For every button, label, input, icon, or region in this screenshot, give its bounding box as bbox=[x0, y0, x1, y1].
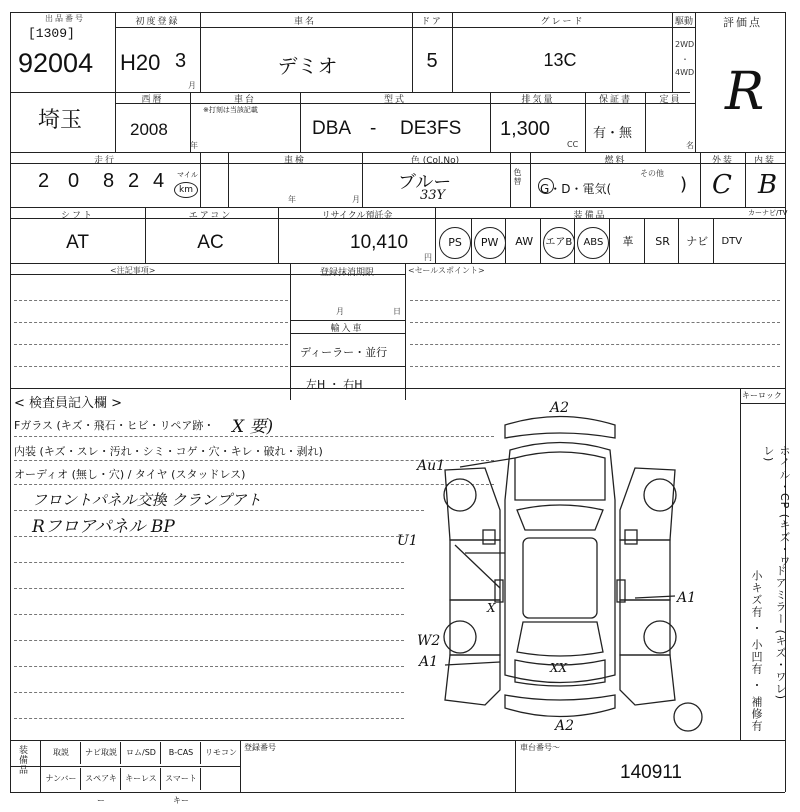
door-mirror-condition: ドアミラー (キズ・ワレ) bbox=[774, 565, 787, 701]
car-name-label: 車名 bbox=[293, 17, 316, 27]
footer-item: ロム/SD bbox=[122, 742, 161, 764]
mileage-unit-km: km bbox=[174, 182, 198, 198]
inspection-title: < 検査員記入欄 > bbox=[14, 396, 123, 411]
handwritten-note-1: フロントパネル交換 クランプアト bbox=[32, 491, 262, 509]
chassis-label: 車台 bbox=[233, 95, 256, 105]
wheel-cap-condition: ホイル・CP (キズ・ワレ) bbox=[762, 445, 791, 568]
drive-2wd: 2WD bbox=[675, 40, 695, 49]
drive-4wd: 4WD bbox=[675, 68, 695, 77]
drive-dot: ・ bbox=[681, 55, 689, 64]
score-label: 評価点 bbox=[723, 16, 762, 29]
mileage-digit: 8 bbox=[103, 170, 115, 192]
shaken-year-unit: 年 bbox=[288, 195, 296, 204]
model-prefix: DBA bbox=[312, 118, 352, 139]
region: 埼玉 bbox=[38, 107, 83, 132]
exterior-label: 外装 bbox=[711, 156, 734, 166]
chassis-number: 140911 bbox=[620, 762, 682, 783]
registration-deadline-label: 登録抹消期限 bbox=[319, 268, 374, 278]
equipment-extra-label: カーナビ/TV bbox=[748, 209, 788, 217]
interior-condition-line: 内装 (キズ・スレ・汚れ・シミ・コゲ・穴・キレ・破れ・剥れ) bbox=[14, 445, 323, 458]
first-registration-label: 初度登録 bbox=[135, 17, 180, 27]
recycle-fee: 10,410 bbox=[350, 232, 409, 253]
car-name: デミオ bbox=[277, 56, 338, 78]
doors-label: ドア bbox=[421, 17, 443, 27]
footer-equipment-label: 装備品 bbox=[17, 745, 27, 775]
mark-au1: Au1 bbox=[417, 458, 446, 474]
fuel-other: その他 bbox=[640, 169, 664, 178]
equipment-item: PW bbox=[474, 227, 506, 259]
import-label: 輸入車 bbox=[330, 324, 364, 334]
grade: 13C bbox=[543, 50, 577, 70]
audio-tire-line: オーディオ (無し・穴) / タイヤ (スタッドレス) bbox=[14, 468, 246, 481]
handle-side: 左H ・ 右H bbox=[306, 378, 363, 391]
model-dash: - bbox=[370, 118, 377, 139]
shift-label: シフト bbox=[60, 211, 94, 221]
equipment-item: ナビ bbox=[686, 235, 709, 248]
first-registration-month: 3 bbox=[175, 50, 187, 72]
year-unit: 年 bbox=[190, 141, 198, 150]
model-year: 2008 bbox=[130, 120, 168, 139]
footer-item: ナビ取説 bbox=[82, 742, 121, 764]
handwritten-note-2: Rフロアパネル BP bbox=[32, 517, 175, 537]
mark-a2-rear: A2 bbox=[555, 718, 575, 734]
score-value: R bbox=[725, 62, 765, 122]
mileage-label: 走行 bbox=[93, 156, 116, 166]
mark-w2: W2 bbox=[417, 633, 441, 649]
footer-item: 取説 bbox=[42, 742, 81, 764]
grade-label: グレード bbox=[540, 17, 585, 27]
mileage-digit: 2 bbox=[38, 170, 50, 192]
first-registration-era: H20 bbox=[120, 50, 161, 75]
registration-number-label: 登録番号 bbox=[244, 743, 276, 752]
equipment-item: エアB bbox=[543, 227, 575, 259]
shaken-label: 車検 bbox=[283, 156, 306, 166]
interior-grade: B bbox=[758, 170, 778, 200]
sales-point-label: <セールスポイント> bbox=[408, 266, 485, 275]
mileage-digit: 0 bbox=[68, 170, 80, 192]
color-code: 33Y bbox=[420, 188, 446, 203]
fuel-close: ) bbox=[680, 174, 688, 195]
equipment-item: ABS bbox=[577, 227, 609, 259]
recycle-unit: 円 bbox=[424, 253, 432, 262]
equipment-item: SR bbox=[655, 235, 670, 248]
notes-label: <注記事項> bbox=[110, 266, 156, 275]
fuel-gasoline-circle bbox=[538, 178, 554, 194]
mark-u1: U1 bbox=[397, 533, 418, 549]
month-unit: 月 bbox=[188, 81, 196, 90]
footer-item: スマートキー bbox=[162, 768, 201, 790]
drive-label: 駆動 bbox=[674, 17, 693, 27]
equipment-item: AW bbox=[515, 235, 534, 248]
equipment-item: DTV bbox=[721, 236, 743, 247]
displacement: 1,300 bbox=[500, 118, 551, 140]
fuel-label: 燃料 bbox=[604, 156, 627, 166]
footer-item: キーレス bbox=[122, 768, 161, 790]
windshield-handwritten: X 要) bbox=[232, 417, 274, 437]
footer-item: ナンバー bbox=[42, 768, 81, 790]
capacity-label: 定員 bbox=[659, 95, 682, 105]
key-lock-label: キーロック bbox=[742, 391, 782, 400]
year-label: 西暦 bbox=[141, 95, 164, 105]
color-change-label: 色替 bbox=[513, 168, 522, 186]
recycle-label: リサイクル預託金 bbox=[321, 211, 393, 221]
mileage-unit-mile: マイル bbox=[177, 171, 198, 179]
equipment-label: 装備品 bbox=[573, 211, 607, 221]
displacement-label: 排気量 bbox=[521, 95, 555, 105]
warranty-label: 保証書 bbox=[598, 95, 632, 105]
color: ブルー bbox=[398, 172, 452, 192]
windshield-line: Fガラス (キズ・飛石・ヒビ・リペア跡・ bbox=[14, 419, 215, 432]
aircon-label: エアコン bbox=[188, 211, 233, 221]
chassis-note: ※打刻は当該記載 bbox=[203, 106, 258, 114]
mileage-digit: 4 bbox=[153, 170, 165, 192]
mark-a1-right: A1 bbox=[677, 590, 697, 606]
mark-x: X bbox=[487, 601, 496, 615]
mark-xx: XX bbox=[550, 661, 568, 675]
footer-item: B-CAS bbox=[162, 742, 201, 764]
exterior-grade: C bbox=[712, 170, 732, 200]
shift: AT bbox=[66, 232, 89, 253]
warranty-value: 有・無 bbox=[593, 126, 633, 141]
shaken-month-unit: 月 bbox=[352, 195, 360, 204]
model-code: DE3FS bbox=[400, 118, 462, 139]
dealer-parallel: ディーラー・並行 bbox=[300, 346, 388, 359]
lot-number-label: 出品番号 bbox=[45, 14, 85, 23]
deadline-day-unit: 日 bbox=[393, 307, 401, 316]
fuel-options: G・D・電気( bbox=[540, 182, 612, 196]
deadline-month-unit: 月 bbox=[336, 307, 344, 316]
capacity-unit: 名 bbox=[686, 141, 694, 150]
aircon: AC bbox=[197, 232, 224, 253]
car-damage-diagram bbox=[397, 390, 740, 740]
mark-a1-left: A1 bbox=[419, 654, 439, 670]
footer-item: リモコン bbox=[202, 742, 241, 764]
color-label: 色 (Col.No) bbox=[410, 156, 460, 166]
cc-unit: CC bbox=[567, 140, 579, 149]
lot-number: 92004 bbox=[18, 48, 94, 78]
lot-code: [1309] bbox=[28, 26, 75, 41]
chassis-number-label: 車台番号〜 bbox=[520, 743, 560, 752]
equipment-item: PS bbox=[439, 227, 471, 259]
interior-label: 内装 bbox=[753, 156, 776, 166]
mileage-digit: 2 bbox=[128, 170, 140, 192]
doors: 5 bbox=[426, 50, 438, 72]
equipment-item: 革 bbox=[622, 235, 634, 248]
model-type-label: 型式 bbox=[383, 95, 406, 105]
minor-damage-marks: 小キズ有 ・ 小凹有 ・ 補修有 bbox=[750, 570, 763, 732]
mark-a2-front: A2 bbox=[550, 400, 570, 416]
footer-item: スペアキー bbox=[82, 768, 121, 790]
